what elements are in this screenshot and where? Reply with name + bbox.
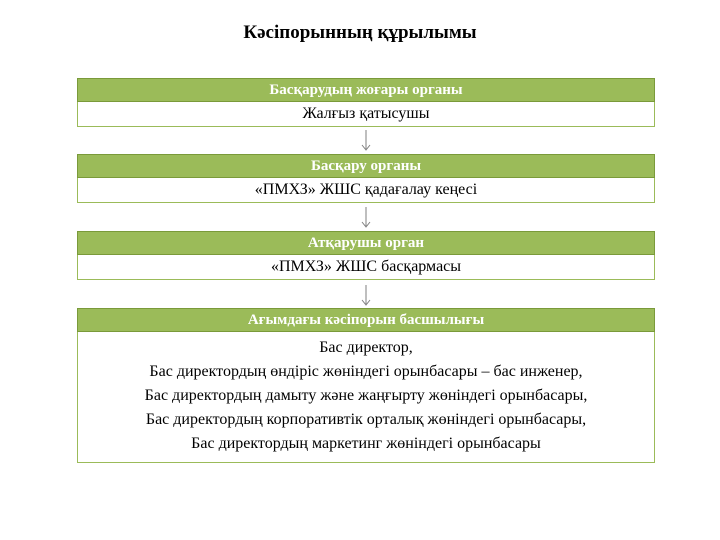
block-line: Бас директордың маркетинг жөніндегі орынбасары (191, 435, 541, 452)
block-line: Жалғыз қатысушы (302, 105, 430, 122)
block-heading: Басқару органы (77, 154, 655, 178)
down-arrow-icon (359, 206, 373, 228)
block-heading: Атқарушы орган (77, 231, 655, 255)
block-line: Бас директордың корпоративтік орталық жөніндегі орынбасары, (145, 411, 587, 428)
block-line: Бас директордың дамыту және жаңғырту жөніндегі орынбасары, (144, 387, 588, 404)
block-heading: Ағымдағы кәсіпорын басшылығы (77, 308, 655, 332)
block-line: Бас директор, (319, 339, 413, 356)
block-body (77, 332, 655, 463)
block-current-management (77, 308, 655, 463)
block-executive-body (77, 231, 655, 280)
block-body (77, 255, 655, 280)
block-line: «ПМХЗ» ЖШС басқармасы (270, 258, 462, 275)
down-arrow-icon (359, 284, 373, 306)
block-management-body (77, 154, 655, 203)
block-top-authority (77, 78, 655, 127)
block-line: Бас директордың өндіріс жөніндегі орынбасары – бас инженер, (149, 363, 583, 380)
block-body (77, 102, 655, 127)
diagram-title: Кәсіпорынның құрылымы (243, 22, 477, 43)
block-heading: Басқарудың жоғары органы (77, 78, 655, 102)
block-body (77, 178, 655, 203)
block-line: «ПМХЗ» ЖШС қадағалау кеңесі (254, 181, 478, 198)
down-arrow-icon (359, 129, 373, 151)
